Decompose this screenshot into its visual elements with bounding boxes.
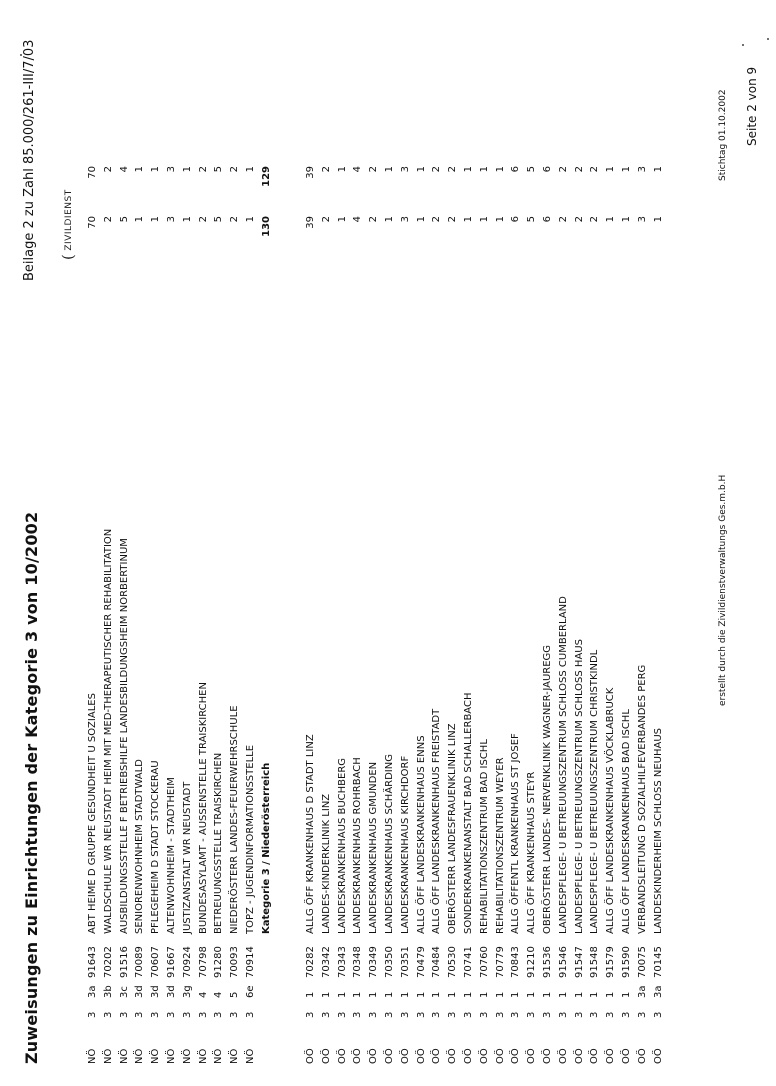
cell-nummer: 70479	[415, 946, 427, 978]
cell-einrichtung: BUNDESASYLAMT - AUSSENSTELLE TRAISKIRCHEN	[197, 682, 209, 934]
cell-einrichtung: LANDESKINDERHEIM SCHLOSS NEUHAUS	[652, 728, 664, 934]
cell-unterkategorie: 1	[305, 991, 316, 998]
summary-row	[260, 0, 274, 1086]
table-row	[478, 0, 492, 1086]
cell-wert-1: 3	[636, 216, 648, 223]
scan-speck	[767, 38, 769, 40]
cell-nummer: 70343	[336, 946, 348, 978]
table-row	[620, 0, 634, 1086]
cell-wert-2: 1	[384, 166, 395, 173]
cell-kategorie: 3	[305, 1011, 316, 1018]
footer-stichtag: Stichtag 01.10.2002	[718, 89, 728, 181]
cell-unterkategorie: 1	[399, 991, 411, 998]
table-row	[86, 0, 100, 1086]
cell-land: OÖ	[447, 1048, 459, 1064]
table-row	[509, 0, 523, 1086]
cell-nummer: 70282	[305, 946, 316, 978]
cell-wert-1: 5	[213, 216, 225, 223]
summary-label: Kategorie 3 / Niederösterreich	[260, 762, 272, 934]
cell-wert-1: 4	[352, 216, 364, 223]
cell-einrichtung: NIEDERÖSTERR LANDES-FEUERWEHRSCHULE	[229, 705, 241, 934]
cell-land: NÖ	[134, 1048, 146, 1064]
logo-mark-icon: (	[59, 253, 77, 260]
cell-land: OÖ	[589, 1048, 601, 1064]
cell-wert-1: 3	[399, 216, 411, 223]
table-row	[494, 0, 508, 1086]
cell-wert-2: 3	[399, 166, 411, 173]
beilage-reference: Beilage 2 zu Zahl 85.000/261-III/7/03	[22, 39, 37, 281]
cell-kategorie: 3	[87, 1011, 98, 1018]
cell-unterkategorie: 1	[415, 991, 427, 998]
cell-wert-1: 1	[150, 216, 162, 223]
cell-einrichtung: ALLG ÖFF LANDESKRANKENHAUS BAD ISCHL	[621, 709, 632, 934]
cell-unterkategorie: 1	[478, 991, 490, 998]
cell-wert-1: 5	[526, 216, 538, 223]
cell-kategorie: 3	[166, 1011, 177, 1018]
cell-nummer: 70145	[652, 946, 664, 978]
cell-kategorie: 3	[181, 1011, 193, 1018]
cell-nummer: 70843	[510, 946, 522, 978]
cell-kategorie: 3	[245, 1011, 256, 1018]
cell-land: NÖ	[166, 1048, 177, 1064]
table-row	[462, 0, 476, 1086]
cell-wert-1: 1	[478, 216, 490, 223]
cell-kategorie: 3	[605, 1011, 617, 1018]
cell-nummer: 91579	[605, 946, 617, 978]
cell-einrichtung: PFLEGEHEIM D STADT STOCKERAU	[150, 760, 162, 934]
table-row	[304, 0, 318, 1086]
cell-wert-2: 6	[542, 166, 553, 173]
table-row	[588, 0, 602, 1086]
cell-einrichtung: REHABILITATIONSZENTRUM WEYER	[494, 757, 506, 934]
cell-land: OÖ	[573, 1048, 585, 1064]
table-row	[351, 0, 365, 1086]
table-row	[118, 0, 132, 1086]
cell-einrichtung: ALLG ÖFF KRANKENHAUS STEYR	[526, 771, 538, 934]
cell-wert-1: 2	[447, 216, 459, 223]
cell-unterkategorie: 5	[229, 991, 241, 998]
table-row	[228, 0, 242, 1086]
cell-kategorie: 3	[213, 1011, 225, 1018]
cell-wert-1: 2	[557, 216, 569, 223]
cell-wert-2: 1	[652, 166, 664, 173]
cell-land: OÖ	[399, 1048, 411, 1064]
cell-nummer: 91667	[166, 946, 177, 978]
cell-nummer: 70348	[352, 946, 364, 978]
summary-value-2: 129	[260, 166, 272, 187]
cell-kategorie: 3	[542, 1011, 553, 1018]
cell-unterkategorie: 1	[320, 991, 332, 998]
cell-kategorie: 3	[336, 1011, 348, 1018]
cell-wert-2: 2	[589, 166, 601, 173]
cell-kategorie: 3	[229, 1011, 241, 1018]
cell-kategorie: 3	[320, 1011, 332, 1018]
table-row	[165, 0, 179, 1086]
cell-nummer: 70351	[399, 946, 411, 978]
cell-wert-1: 1	[463, 216, 474, 223]
cell-wert-1: 2	[589, 216, 601, 223]
cell-wert-2: 5	[213, 166, 225, 173]
cell-kategorie: 3	[352, 1011, 364, 1018]
cell-kategorie: 3	[478, 1011, 490, 1018]
cell-wert-1: 2	[320, 216, 332, 223]
table-row	[525, 0, 539, 1086]
cell-wert-1: 70	[87, 216, 98, 229]
cell-einrichtung: JUSTIZANSTALT WR NEUSTADT	[181, 781, 193, 934]
cell-kategorie: 3	[431, 1011, 443, 1018]
cell-nummer: 70530	[447, 946, 459, 978]
cell-einrichtung: LANDESKRANKENHAUS SCHÄRDING	[384, 754, 395, 934]
cell-land: OÖ	[431, 1048, 443, 1064]
cell-unterkategorie: 3d	[166, 985, 177, 998]
cell-land: NÖ	[245, 1048, 256, 1064]
cell-nummer: 91643	[87, 946, 98, 978]
cell-wert-1: 1	[652, 216, 664, 223]
cell-land: OÖ	[621, 1048, 632, 1064]
cell-nummer: 91280	[213, 946, 225, 978]
scan-speck	[742, 44, 744, 46]
cell-wert-1: 1	[384, 216, 395, 223]
cell-kategorie: 3	[118, 1011, 130, 1018]
cell-unterkategorie: 1	[605, 991, 617, 998]
cell-wert-1: 6	[510, 216, 522, 223]
cell-unterkategorie: 1	[494, 991, 506, 998]
cell-land: NÖ	[150, 1048, 162, 1064]
cell-wert-1: 1	[181, 216, 193, 223]
cell-land: NÖ	[229, 1048, 241, 1064]
cell-kategorie: 3	[150, 1011, 162, 1018]
cell-einrichtung: OBERÖSTERR LANDESFRAUENKLINIK LINZ	[447, 723, 459, 934]
cell-unterkategorie: 1	[542, 991, 553, 998]
cell-land: NÖ	[87, 1048, 98, 1064]
cell-land: OÖ	[384, 1048, 395, 1064]
footer-page-number: Seite 2 von 9	[745, 66, 759, 146]
cell-wert-1: 5	[118, 216, 130, 223]
cell-wert-1: 1	[494, 216, 506, 223]
cell-kategorie: 3	[510, 1011, 522, 1018]
table-row	[399, 0, 413, 1086]
cell-land: OÖ	[320, 1048, 332, 1064]
zivildienst-logo	[57, 189, 75, 260]
cell-kategorie: 3	[463, 1011, 474, 1018]
cell-nummer: 70202	[102, 946, 114, 978]
cell-unterkategorie: 1	[352, 991, 364, 998]
summary-value-1: 130	[260, 216, 272, 237]
cell-nummer: 70924	[181, 946, 193, 978]
cell-kategorie: 3	[621, 1011, 632, 1018]
cell-unterkategorie: 1	[557, 991, 569, 998]
cell-nummer: 70349	[368, 946, 380, 978]
cell-land: OÖ	[336, 1048, 348, 1064]
cell-wert-1: 2	[102, 216, 114, 223]
cell-wert-2: 2	[229, 166, 241, 173]
cell-einrichtung: REHABILITATIONSZENTRUM BAD ISCHL	[478, 739, 490, 934]
cell-unterkategorie: 4	[213, 991, 225, 998]
cell-wert-2: 1	[181, 166, 193, 173]
cell-wert-1: 2	[573, 216, 585, 223]
table-row	[604, 0, 618, 1086]
cell-land: OÖ	[463, 1048, 474, 1064]
cell-wert-2: 1	[605, 166, 617, 173]
cell-nummer: 91590	[621, 946, 632, 978]
cell-unterkategorie: 3d	[150, 985, 162, 998]
cell-kategorie: 3	[526, 1011, 538, 1018]
cell-unterkategorie: 1	[384, 991, 395, 998]
cell-einrichtung: SONDERKRANKENANSTALT BAD SCHALLERBACH	[463, 692, 474, 934]
cell-wert-2: 4	[118, 166, 130, 173]
cell-land: OÖ	[368, 1048, 380, 1064]
cell-einrichtung: ALLG ÖFF LANDESKRANKENHAUS FREISTADT	[431, 708, 443, 934]
cell-wert-2: 39	[305, 166, 316, 179]
cell-nummer: 70075	[636, 946, 648, 978]
cell-land: OÖ	[542, 1048, 553, 1064]
cell-einrichtung: SENIORENWOHNHEIM STADTWALD	[134, 759, 146, 934]
cell-wert-2: 1	[463, 166, 474, 173]
table-row	[197, 0, 211, 1086]
cell-einrichtung: LANDES-KINDERKLINIK LINZ	[320, 793, 332, 934]
cell-unterkategorie: 1	[463, 991, 474, 998]
cell-einrichtung: VERBANDSLEITUNG D SOZIALHILFEVERBANDES PERG	[636, 664, 648, 934]
table-row	[652, 0, 666, 1086]
table-row	[102, 0, 116, 1086]
cell-nummer: 70350	[384, 946, 395, 978]
cell-unterkategorie: 3a	[87, 985, 98, 998]
cell-wert-2: 1	[478, 166, 490, 173]
cell-nummer: 70484	[431, 946, 443, 978]
cell-kategorie: 3	[589, 1011, 601, 1018]
cell-unterkategorie: 1	[621, 991, 632, 998]
cell-einrichtung: LANDESPFLEGE- U BETREUUNGSZENTRUM SCHLOSS HAUS	[573, 639, 585, 934]
cell-unterkategorie: 1	[526, 991, 538, 998]
cell-kategorie: 3	[447, 1011, 459, 1018]
cell-kategorie: 3	[102, 1011, 114, 1018]
cell-nummer: 70760	[478, 946, 490, 978]
cell-kategorie: 3	[636, 1011, 648, 1018]
cell-unterkategorie: 1	[589, 991, 601, 998]
cell-nummer: 70089	[134, 946, 146, 978]
cell-unterkategorie: 1	[573, 991, 585, 998]
cell-unterkategorie: 4	[197, 991, 209, 998]
cell-wert-1: 1	[605, 216, 617, 223]
cell-kategorie: 3	[652, 1011, 664, 1018]
cell-wert-2: 1	[245, 166, 256, 173]
cell-einrichtung: TOPZ - JUGENDINFORMATIONSSTELLE	[245, 744, 256, 934]
table-row	[149, 0, 163, 1086]
cell-einrichtung: ALLG ÖFF LANDESKRANKENHAUS VÖCKLABRUCK	[605, 687, 617, 934]
table-row	[415, 0, 429, 1086]
cell-wert-2: 2	[197, 166, 209, 173]
cell-einrichtung: BETREUUNGSSTELLE TRAISKIRCHEN	[213, 752, 225, 934]
cell-wert-2: 3	[636, 166, 648, 173]
table-row	[541, 0, 555, 1086]
table-row	[133, 0, 147, 1086]
cell-kategorie: 3	[573, 1011, 585, 1018]
cell-land: NÖ	[118, 1048, 130, 1064]
cell-wert-2: 1	[150, 166, 162, 173]
cell-land: OÖ	[415, 1048, 427, 1064]
cell-nummer: 70342	[320, 946, 332, 978]
cell-unterkategorie: 3c	[118, 986, 130, 998]
cell-wert-1: 6	[542, 216, 553, 223]
cell-kategorie: 3	[494, 1011, 506, 1018]
cell-wert-2: 1	[415, 166, 427, 173]
cell-unterkategorie: 1	[510, 991, 522, 998]
cell-wert-2: 6	[510, 166, 522, 173]
table-row	[367, 0, 381, 1086]
cell-wert-2: 1	[621, 166, 632, 173]
cell-land: NÖ	[102, 1048, 114, 1064]
cell-wert-2: 2	[447, 166, 459, 173]
table-row	[212, 0, 226, 1086]
cell-nummer: 70741	[463, 946, 474, 978]
cell-wert-1: 2	[229, 216, 241, 223]
cell-wert-1: 1	[621, 216, 632, 223]
cell-nummer: 91548	[589, 946, 601, 978]
table-row	[446, 0, 460, 1086]
cell-unterkategorie: 1	[368, 991, 380, 998]
cell-nummer: 91546	[557, 946, 569, 978]
table-row	[557, 0, 571, 1086]
cell-unterkategorie: 3b	[102, 985, 114, 998]
cell-kategorie: 3	[384, 1011, 395, 1018]
cell-nummer: 70093	[229, 946, 241, 978]
table-row	[336, 0, 350, 1086]
cell-nummer: 70779	[494, 946, 506, 978]
cell-land: OÖ	[652, 1048, 664, 1064]
table-row	[573, 0, 587, 1086]
footer-created-by: erstellt durch die Zivildienstverwaltungs Ges.m.b.H	[718, 474, 728, 706]
cell-unterkategorie: 6e	[245, 985, 256, 998]
cell-wert-2: 2	[320, 166, 332, 173]
cell-wert-1: 39	[305, 216, 316, 229]
cell-wert-2: 1	[134, 166, 146, 173]
cell-unterkategorie: 1	[431, 991, 443, 998]
cell-einrichtung: AUSBILDUNGSSTELLE F BETRIEBSHILFE LANDESBILDUNGSHEIM NORBERTINUM	[118, 538, 130, 934]
cell-unterkategorie: 3d	[134, 985, 146, 998]
logo-text: ZIVILDIENST	[64, 189, 74, 251]
cell-einrichtung: OBERÖSTERR LANDES- NERVENKLINIK WAGNER-JAUREGG	[542, 644, 553, 934]
cell-kategorie: 3	[197, 1011, 209, 1018]
cell-wert-2: 3	[166, 166, 177, 173]
cell-wert-1: 2	[368, 216, 380, 223]
cell-wert-1: 2	[431, 216, 443, 223]
cell-wert-2: 1	[494, 166, 506, 173]
cell-kategorie: 3	[415, 1011, 427, 1018]
cell-einrichtung: LANDESKRANKENHAUS KIRCHDORF	[399, 755, 411, 934]
cell-nummer: 91210	[526, 946, 538, 978]
cell-wert-2: 2	[368, 166, 380, 173]
cell-nummer: 70914	[245, 946, 256, 978]
cell-wert-1: 3	[166, 216, 177, 223]
cell-unterkategorie: 3a	[636, 985, 648, 998]
cell-unterkategorie: 3a	[652, 985, 664, 998]
cell-land: OÖ	[494, 1048, 506, 1064]
cell-wert-2: 1	[336, 166, 348, 173]
table-row	[181, 0, 195, 1086]
cell-einrichtung: LANDESPFLEGE- U BETREUUNGSZENTRUM CHRISTKINDL	[589, 649, 601, 934]
page-title: Zuweisungen zu Einrichtungen der Kategorie 3 von 10/2002	[22, 511, 41, 1064]
cell-unterkategorie: 1	[447, 991, 459, 998]
cell-einrichtung: ALLG ÖFF LANDESKRANKENHAUS ENNS	[415, 735, 427, 934]
cell-wert-1: 2	[197, 216, 209, 223]
table-row	[244, 0, 258, 1086]
cell-nummer: 70798	[197, 946, 209, 978]
cell-land: OÖ	[478, 1048, 490, 1064]
cell-land: NÖ	[197, 1048, 209, 1064]
cell-wert-1: 1	[245, 216, 256, 223]
cell-wert-2: 70	[87, 166, 98, 179]
cell-land: OÖ	[305, 1048, 316, 1064]
cell-land: OÖ	[510, 1048, 522, 1064]
cell-nummer: 70607	[150, 946, 162, 978]
table-row	[320, 0, 334, 1086]
scan-speck	[20, 54, 22, 56]
cell-wert-1: 1	[415, 216, 427, 223]
cell-land: OÖ	[636, 1048, 648, 1064]
cell-kategorie: 3	[557, 1011, 569, 1018]
cell-einrichtung: LANDESPFLEGE- U BETREUUNGSZENTRUM SCHLOSS CUMBERLAND	[557, 596, 569, 934]
cell-einrichtung: LANDESKRANKENHAUS GMUNDEN	[368, 761, 380, 934]
cell-wert-1: 1	[336, 216, 348, 223]
cell-wert-2: 2	[102, 166, 114, 173]
cell-einrichtung: ABT HEIME D GRUPPE GESUNDHEIT U SOZIALES	[87, 693, 98, 934]
cell-wert-1: 1	[134, 216, 146, 223]
cell-kategorie: 3	[134, 1011, 146, 1018]
cell-land: NÖ	[181, 1048, 193, 1064]
cell-wert-2: 4	[352, 166, 364, 173]
table-row	[430, 0, 444, 1086]
cell-einrichtung: ALLG ÖFFENTL KRANKENHAUS ST JOSEF	[510, 733, 522, 934]
cell-kategorie: 3	[368, 1011, 380, 1018]
cell-einrichtung: WALDSCHULE WR NEUSTADT HEIM MIT MED-THERAPEUTISCHER REHABILITATION	[102, 528, 114, 934]
cell-land: OÖ	[557, 1048, 569, 1064]
cell-wert-2: 2	[573, 166, 585, 173]
table-row	[636, 0, 650, 1086]
cell-nummer: 91536	[542, 946, 553, 978]
cell-einrichtung: LANDESKRANKENHAUS BUCHBERG	[336, 757, 348, 934]
cell-kategorie: 3	[399, 1011, 411, 1018]
cell-einrichtung: ALLG ÖFF KRANKENHAUS D STADT LINZ	[305, 734, 316, 934]
table-row	[383, 0, 397, 1086]
cell-land: OÖ	[605, 1048, 617, 1064]
cell-einrichtung: LANDESKRANKENHAUS ROHRBACH	[352, 757, 364, 934]
cell-land: OÖ	[352, 1048, 364, 1064]
cell-einrichtung: ALTENWOHNHEIM - STADTHEIM	[166, 777, 177, 934]
cell-land: OÖ	[526, 1048, 538, 1064]
cell-nummer: 91516	[118, 946, 130, 978]
cell-unterkategorie: 3g	[181, 985, 193, 998]
cell-wert-2: 2	[557, 166, 569, 173]
cell-wert-2: 2	[431, 166, 443, 173]
cell-nummer: 91547	[573, 946, 585, 978]
cell-land: NÖ	[213, 1048, 225, 1064]
cell-wert-2: 5	[526, 166, 538, 173]
cell-unterkategorie: 1	[336, 991, 348, 998]
